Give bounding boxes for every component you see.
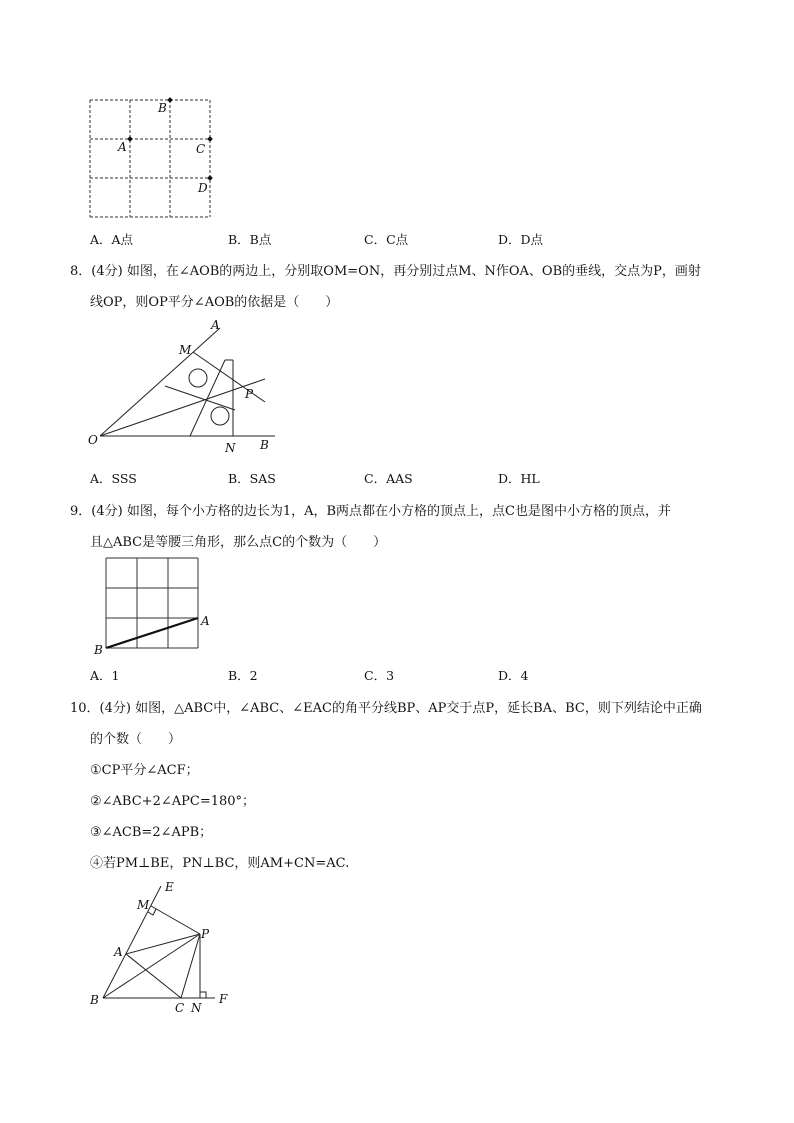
label-B: B — [158, 101, 167, 115]
label-A: A — [211, 318, 220, 332]
point-A — [127, 136, 133, 142]
point-D — [207, 175, 213, 181]
label-C: C — [196, 142, 206, 156]
q8-option-d[interactable]: D．HL — [498, 471, 540, 486]
q8-stem-line-2: 线OP，则OP平分∠AOB的依据是（ ） — [90, 295, 339, 310]
q10-conclusion-3: ③∠ACB=2∠APB； — [90, 825, 213, 840]
label-E: E — [165, 880, 174, 894]
q9-option-d[interactable]: D．4 — [498, 668, 529, 683]
label-A: A — [114, 945, 123, 959]
label-N: N — [191, 1001, 202, 1015]
q7-option-a[interactable]: A．A点 — [90, 232, 134, 247]
q9-stem-line-2: 且△ABC是等腰三角形，那么点C的个数为（ ） — [90, 535, 387, 550]
q8-angle-figure — [85, 318, 285, 460]
q7-grid-figure — [80, 90, 230, 225]
q9-option-a[interactable]: A．1 — [90, 668, 120, 683]
label-D: D — [198, 181, 208, 195]
label-C: C — [175, 1001, 185, 1015]
label-M: M — [179, 343, 192, 357]
q10-triangle-figure — [85, 878, 245, 1018]
q10-conclusion-2: ②∠ABC+2∠APC=180°； — [90, 794, 256, 809]
label-N: N — [225, 441, 236, 455]
q9-option-b[interactable]: B．2 — [228, 668, 258, 683]
q8-stem-line-1: 8．(4分) 如图，在∠AOB的两边上，分别取OM=ON，再分别过点M、N作OA、OB的垂线，交点为P，画射 — [70, 264, 701, 279]
q9-option-c[interactable]: C．3 — [364, 668, 395, 683]
label-F: F — [219, 992, 228, 1006]
label-P: P — [201, 927, 210, 941]
q9-grid-figure — [90, 553, 220, 658]
q8-option-b[interactable]: B．SAS — [228, 471, 276, 486]
q8-option-a[interactable]: A．SSS — [90, 471, 137, 486]
segment-AB — [106, 618, 198, 648]
label-O: O — [88, 433, 98, 447]
q10-conclusion-1: ①CP平分∠ACF； — [90, 763, 199, 778]
q7-option-c[interactable]: C．C点 — [364, 232, 409, 247]
label-B: B — [260, 438, 269, 452]
label-A: A — [201, 614, 210, 628]
label-P: P — [245, 387, 254, 401]
q10-stem-line-1: 10．(4分) 如图，△ABC中，∠ABC、∠EAC的角平分线BP、AP交于点P，延长BA、BC，则下列结论中正确 — [70, 701, 702, 716]
q7-option-b[interactable]: B．B点 — [228, 232, 272, 247]
q7-option-d[interactable]: D．D点 — [498, 232, 544, 247]
point-B — [167, 97, 173, 103]
point-C — [207, 136, 213, 142]
q9-stem-line-1: 9．(4分) 如图，每个小方格的边长为1，A，B两点都在小方格的顶点上，点C也是图中小方格的顶点，并 — [70, 504, 671, 519]
q10-conclusion-4: ④若PM⊥BE，PN⊥BC，则AM+CN=AC. — [90, 856, 350, 871]
label-A: A — [118, 140, 127, 154]
q10-stem-line-2: 的个数（ ） — [90, 732, 182, 747]
label-M: M — [137, 898, 150, 912]
q8-option-c[interactable]: C．AAS — [364, 471, 413, 486]
label-B: B — [90, 993, 99, 1007]
label-B: B — [94, 643, 103, 657]
